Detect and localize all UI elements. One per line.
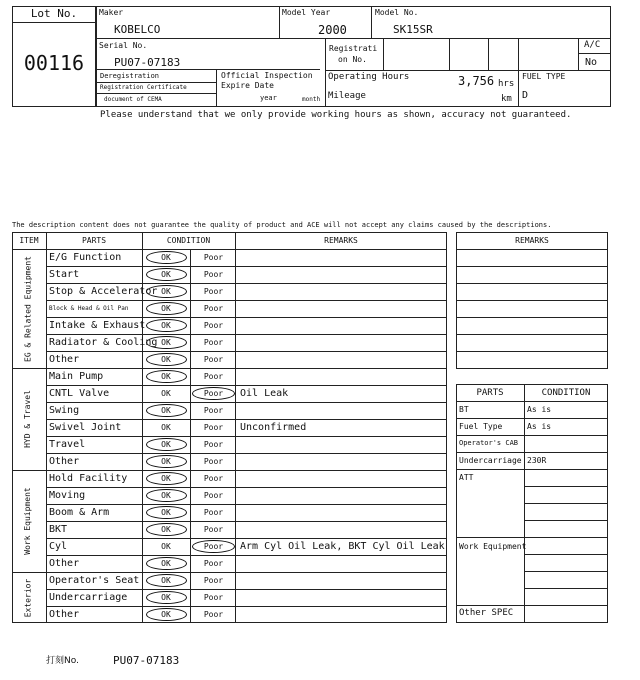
- row-remark: Unconfirmed: [240, 422, 307, 433]
- ok-selected-circle: [146, 353, 187, 366]
- poor-option: Poor: [203, 610, 224, 619]
- ok-option: OK: [161, 253, 171, 262]
- ok-selected-circle: [146, 591, 187, 604]
- poor-option: Poor: [203, 440, 224, 449]
- hours-accuracy-note: Please understand that we only provide working hours as shown, accuracy not guaranteed.: [100, 110, 572, 120]
- maker-label: Maker: [99, 8, 124, 17]
- serial-value: PU07-07183: [114, 56, 181, 69]
- ok-option: OK: [161, 559, 171, 568]
- ok-option: OK: [161, 508, 171, 517]
- item-header: ITEM: [19, 236, 39, 245]
- spec-parts-header: PARTS: [476, 388, 504, 398]
- ok-option: OK: [161, 389, 171, 398]
- remarks-header: REMARKS: [324, 236, 358, 245]
- poor-option: Poor: [203, 270, 224, 279]
- poor-option: Poor: [203, 474, 224, 483]
- stamp-label: 打刻No.: [46, 656, 79, 666]
- spec-part: BT: [459, 405, 469, 414]
- part-name: Start: [49, 269, 80, 280]
- ok-selected-circle: [146, 574, 187, 587]
- hrs-label: hrs: [498, 79, 515, 89]
- poor-option: Poor: [203, 525, 224, 534]
- poor-option: Poor: [203, 389, 224, 398]
- model-no-label: Model No.: [375, 8, 419, 17]
- part-name: Other: [49, 456, 80, 467]
- part-name: Main Pump: [49, 371, 104, 382]
- poor-option: Poor: [203, 576, 224, 585]
- ok-option: OK: [161, 406, 171, 415]
- ok-selected-circle: [146, 285, 187, 298]
- poor-option: Poor: [203, 304, 224, 313]
- ok-selected-circle: [146, 438, 187, 451]
- poor-option: Poor: [203, 321, 224, 330]
- model-year-value: 2000: [318, 23, 347, 37]
- km-label: km: [501, 94, 512, 104]
- ok-option: OK: [161, 423, 171, 432]
- part-name: Operator's Seat: [49, 575, 140, 586]
- ok-selected-circle: [146, 489, 187, 502]
- group-label: HYD & Travel: [23, 390, 32, 448]
- ok-option: OK: [161, 372, 171, 381]
- row-remark: Arm Cyl Oil Leak, BKT Cyl Oil Leak: [240, 541, 445, 552]
- part-name: Swivel Joint: [49, 422, 122, 433]
- spec-part: Undercarriage: [459, 456, 522, 465]
- ok-option: OK: [161, 610, 171, 619]
- part-name: Radiator & Cooling: [49, 337, 158, 348]
- ok-selected-circle: [146, 523, 187, 536]
- part-name: CNTL Valve: [49, 388, 110, 399]
- part-name: Stop & Accelerator: [49, 286, 158, 297]
- ok-option: OK: [161, 287, 171, 296]
- ok-option: OK: [161, 355, 171, 364]
- ok-selected-circle: [146, 319, 187, 332]
- fuel-type-value: D: [522, 90, 529, 101]
- ok-selected-circle: [146, 302, 187, 315]
- ok-selected-circle: [146, 370, 187, 383]
- part-name: Other: [49, 609, 80, 620]
- poor-option: Poor: [203, 559, 224, 568]
- poor-option: Poor: [203, 423, 224, 432]
- spec-other-label: Other SPEC: [459, 608, 514, 618]
- spec-condition: 230R: [527, 456, 547, 465]
- poor-option: Poor: [203, 593, 224, 602]
- ok-option: OK: [161, 321, 171, 330]
- condition-header: CONDITION: [166, 236, 211, 245]
- registration-label-1: Registrati: [329, 44, 378, 53]
- spec-condition: As is: [527, 422, 552, 431]
- model-year-label: Model Year: [282, 8, 331, 17]
- poor-option: Poor: [203, 457, 224, 466]
- maker-value: KOBELCO: [114, 23, 161, 36]
- part-name: Undercarriage: [49, 592, 128, 603]
- ok-option: OK: [161, 304, 171, 313]
- ok-option: OK: [161, 525, 171, 534]
- part-name: Swing: [49, 405, 80, 416]
- ok-option: OK: [161, 457, 171, 466]
- part-name: BKT: [49, 524, 68, 535]
- poor-option: Poor: [203, 287, 224, 296]
- ok-selected-circle: [146, 506, 187, 519]
- fuel-type-label: FUEL TYPE: [522, 72, 566, 81]
- spec-att-label: ATT: [459, 473, 474, 482]
- part-name: Other: [49, 558, 80, 569]
- part-name: Other: [49, 354, 80, 365]
- ok-selected-circle: [146, 336, 187, 349]
- ok-selected-circle: [146, 455, 187, 468]
- poor-option: Poor: [203, 253, 224, 262]
- ok-selected-circle: [146, 472, 187, 485]
- part-name: E/G Function: [49, 252, 122, 263]
- poor-option: Poor: [203, 508, 224, 517]
- ok-selected-circle: [146, 557, 187, 570]
- operating-hours-label: Operating Hours: [328, 72, 410, 82]
- right-remarks-header: REMARKS: [515, 236, 549, 245]
- lot-label: Lot No.: [30, 7, 78, 20]
- month-label: month: [302, 96, 321, 103]
- spec-part: Fuel Type: [459, 422, 503, 431]
- poor-option: Poor: [203, 406, 224, 415]
- ac-value: No: [585, 57, 598, 68]
- serial-label: Serial No.: [99, 41, 148, 50]
- spec-condition-header: CONDITION: [541, 388, 591, 398]
- part-name: Boom & Arm: [49, 507, 110, 518]
- lot-number: 00116: [23, 51, 85, 75]
- registration-label-2: on No.: [338, 55, 367, 64]
- poor-option: Poor: [203, 491, 224, 500]
- mileage-label: Mileage: [328, 91, 366, 101]
- ok-option: OK: [161, 270, 171, 279]
- spec-condition: As is: [527, 405, 552, 414]
- operating-hours-value: 3,756: [458, 74, 495, 88]
- poor-option: Poor: [203, 372, 224, 381]
- group-label: Exterior: [23, 578, 32, 617]
- part-name: Intake & Exhaust: [49, 320, 146, 331]
- ok-selected-circle: [146, 404, 187, 417]
- part-name: Block & Head & Oil Pan: [49, 305, 129, 312]
- ok-selected-circle: [146, 251, 187, 264]
- disclaimer: The description content does not guarantee the quality of product and ACE will not accept any claims caused by the descriptions.: [12, 221, 552, 229]
- group-label: Work Equipment: [23, 487, 32, 555]
- ok-selected-circle: [146, 268, 187, 281]
- model-no-value: SK15SR: [393, 23, 433, 36]
- row-remark: Oil Leak: [240, 388, 289, 399]
- cema-label: document of CEMA: [104, 96, 162, 103]
- ok-selected-circle: [146, 608, 187, 621]
- spec-part: Operator's CAB: [459, 439, 519, 447]
- inspection-label-1: Official Inspection: [221, 71, 313, 80]
- poor-selected-circle: [192, 387, 235, 400]
- ok-option: OK: [161, 474, 171, 483]
- ok-option: OK: [161, 542, 171, 551]
- poor-selected-circle: [192, 540, 235, 553]
- deregistration-label: Deregistration: [100, 72, 160, 80]
- ok-option: OK: [161, 491, 171, 500]
- part-name: Moving: [49, 490, 86, 501]
- ok-option: OK: [161, 338, 171, 347]
- stamp-value: PU07-07183: [113, 654, 180, 667]
- year-label: year: [260, 94, 277, 102]
- part-name: Travel: [49, 439, 86, 450]
- group-label: EG & Related Equipment: [23, 255, 32, 362]
- poor-option: Poor: [203, 542, 224, 551]
- inspection-label-2: Expire Date: [221, 81, 274, 90]
- spec-work-equipment-label: Work Equipment: [459, 542, 527, 551]
- part-name: Hold Facility: [49, 473, 128, 484]
- part-name: Cyl: [49, 541, 68, 552]
- poor-option: Poor: [203, 338, 224, 347]
- parts-header: PARTS: [81, 236, 107, 245]
- poor-option: Poor: [203, 355, 224, 364]
- ok-option: OK: [161, 593, 171, 602]
- ac-label: A/C: [584, 40, 601, 50]
- registration-certificate-label: Registration Certificate: [100, 84, 187, 91]
- ok-option: OK: [161, 576, 171, 585]
- ok-option: OK: [161, 440, 171, 449]
